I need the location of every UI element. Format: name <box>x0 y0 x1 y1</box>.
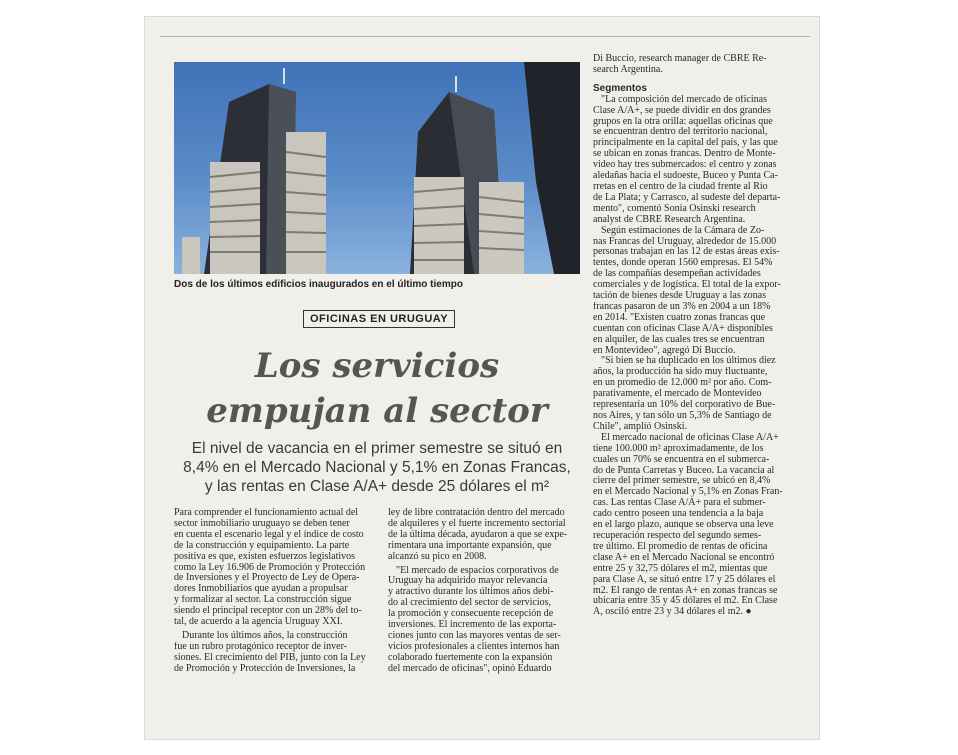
text-line: recuperación respecto del segundo semes- <box>593 530 762 541</box>
text-line: de las compañías desempeñan actividades <box>593 269 761 280</box>
text-line: siones. El crecimiento del PIB, junto con la Ley <box>174 652 366 663</box>
text-line: tiene 100.000 m² aproximadamente, de los <box>593 443 764 454</box>
text-line: como la Ley 16.906 de Promoción y Protección <box>174 562 366 573</box>
text-line: dores Inmobiliarios que ayudan a propulsar <box>174 584 348 595</box>
text-line: se encuentran dentro del territorio nacional, <box>593 127 768 138</box>
text-line: para Clase A, se situó entre 17 y 25 dólares el <box>593 574 776 585</box>
text-line: analyst de CBRE Research Argentina. <box>593 214 746 225</box>
text-line: de alquileres y el fuerte incremento sectorial <box>388 518 566 529</box>
text-line: tentes, donde operan 1560 empresas. El 54% <box>593 258 773 269</box>
text-line: francas pasaron de un 3% en 2004 a un 18% <box>593 301 771 312</box>
segment-heading: Segmentos <box>593 82 647 94</box>
article-column-3 <box>593 54 795 618</box>
text-line: "Si bien se ha duplicado en los últimos diez <box>601 356 776 367</box>
text-line: ubicaría entre 35 y 45 dólares el m2. En Clase <box>593 596 778 607</box>
text-line: en 2014. "Existen cuatro zonas francas que <box>593 312 766 323</box>
text-line: de la última década, ayudaron a que se expe- <box>388 529 568 540</box>
text-line: positiva es que, existen esfuerzos legislativos <box>174 551 356 562</box>
text-line: se ubican en zonas francas. Dentro de Monte- <box>593 149 776 160</box>
text-line: siendo el principal receptor con un 28% del to- <box>174 606 362 617</box>
text-line: ley de libre contratación dentro del mercado <box>388 508 565 518</box>
text-line: tal, de acuerdo a la agencia Uruguay XXI. <box>174 617 343 628</box>
text-line: la promoción y consecuente recepción de <box>388 609 554 620</box>
text-line: en el largo plazo, aunque se observa una leve <box>593 520 774 531</box>
text-line: vicios profesionales a clientes internos han <box>388 641 560 652</box>
text-line: Uruguay ha adquirido mayor relevancia <box>388 576 548 587</box>
text-line: del mercado de oficinas", opinó Eduardo <box>388 663 552 674</box>
text-line: personas trabajan en las 12 de estas áreas exis- <box>593 247 780 258</box>
section-tag: OFICINAS EN URUGUAY <box>303 310 455 328</box>
text-line: en alquiler, de las cuales tres se encuentran <box>593 334 765 345</box>
text-line: rretas en el centro de la ciudad frente al Río <box>593 181 768 192</box>
text-line: años, la producción ha sido muy fluctuante, <box>593 367 768 378</box>
text-line: A, osciló entre 23 y 34 dólares el m2. ● <box>593 607 752 618</box>
text-line: principalmente en la capital del país, y las que <box>593 138 778 149</box>
text-line: de la construcción y equipamiento. La parte <box>174 540 350 551</box>
text-line: search Argentina. <box>593 64 663 75</box>
text-line: Chile", amplió Osinski. <box>593 421 688 432</box>
headline-line-1: Los servicios <box>254 346 500 386</box>
text-line: inversiones. El incremento de las exporta- <box>388 620 557 631</box>
text-line: "La composición del mercado de oficinas <box>601 94 767 105</box>
text-line: do al crecimiento del sector de servicios, <box>388 598 551 609</box>
text-line: entre 25 y 32,75 dólares el m2, mientas que <box>593 563 768 574</box>
text-line: video hay tres submercados: el centro y zonas <box>593 160 777 171</box>
subhead-line: 8,4% en el Mercado Nacional y 5,1% en Zonas Francas, <box>183 459 571 476</box>
text-line: aledañas hacia el sudoeste, Buceo y Punta Ca- <box>593 171 778 182</box>
text-line: alcanzó su pico en 2008. <box>388 551 487 562</box>
text-line: fue un rubro protagónico receptor de inver- <box>174 641 348 652</box>
text-line: cuales un 70% se encuentra en el submerca- <box>593 454 770 465</box>
text-line: nas Francas del Uruguay, alrededor de 15.000 <box>593 236 777 247</box>
photo-caption: Dos de los últimos edificios inaugurados en el último tiempo <box>174 279 463 290</box>
text-line: rimentara una importante expansión, que <box>388 540 552 551</box>
subhead-line: y las rentas en Clase A/A+ desde 25 dólares el m² <box>204 478 550 495</box>
buildings-photo <box>174 62 580 274</box>
text-line: de Inversiones y el Proyecto de Ley de Opera- <box>174 573 360 584</box>
text-line: Para comprender el funcionamiento actual del <box>174 508 359 518</box>
text-line: comerciales y de logística. El total de la expor- <box>593 280 781 291</box>
article-column-1 <box>174 508 374 675</box>
text-line: sector inmobiliario uruguayo se deben tener <box>174 518 350 529</box>
text-line: Según estimaciones de la Cámara de Zo- <box>601 225 765 236</box>
text-line: tación de bienes desde Uruguay a las zonas <box>593 291 766 302</box>
text-line: m2. El rango de rentas A+ en zonas francas se <box>593 585 778 596</box>
text-line: de Promoción y Protección de Inversiones, la <box>174 663 356 674</box>
text-line: en un promedio de 12.000 m² por año. Com- <box>593 378 772 389</box>
text-line: cas. Las rentas Clase A/A+ para el submer- <box>593 498 766 509</box>
text-line: tre último. El promedio de rentas de oficina <box>593 541 768 552</box>
text-line: en el Mercado Nacional y 5,1% en Zonas Fran- <box>593 487 783 498</box>
text-line: do de Punta Carretas y Buceo. La vacancia al <box>593 465 775 476</box>
text-line: cado centro poseen una tendencia a la baja <box>593 509 764 520</box>
header-rule <box>160 36 810 37</box>
text-line: "El mercado de espacios corporativos de <box>396 565 559 576</box>
text-line: mento", comentó Sonia Osinski research <box>593 203 756 214</box>
text-line: Di Buccio, research manager de CBRE Re- <box>593 54 767 64</box>
text-line: en Montevideo", agregó Di Buccio. <box>593 345 736 356</box>
text-line: cierre del primer semestre, se ubicó en 8,4% <box>593 476 771 487</box>
text-line: de La Plata; y Carrasco, al sudeste del departa- <box>593 192 781 203</box>
text-line: Durante los últimos años, la construcción <box>182 630 348 641</box>
text-line: El mercado nacional de oficinas Clase A/A+ <box>601 432 779 443</box>
text-line: y atractivo durante los últimos años debi- <box>388 587 554 598</box>
headline-line-2: empujan al sector <box>206 391 548 431</box>
text-line: representaría un 10% del corporativo de Bue- <box>593 400 776 411</box>
text-line: clase A+ en el Mercado Nacional se encontró <box>593 552 775 563</box>
subheadline <box>174 439 580 496</box>
text-line: parativamente, el mercado de Montevideo <box>593 389 762 400</box>
subhead-line: El nivel de vacancia en el primer semestre se situó en <box>191 440 563 457</box>
text-line: y formalizar al sector. La construcción sigue <box>174 595 352 606</box>
text-line: colaborado fuertemente con la expansión <box>388 652 553 663</box>
text-line: nos Aires, y tan sólo un 5,3% de Santiago de <box>593 411 772 421</box>
text-line: en cuenta el escenario legal y el índice de costo <box>174 529 364 540</box>
text-line: cuentan con oficinas Clase A/A+ disponibles <box>593 323 773 334</box>
text-line: Clase A/A+, se puede dividir en dos grandes <box>593 105 771 116</box>
article-column-2 <box>388 508 582 675</box>
text-line: ciones junto con las mayores ventas de ser- <box>388 630 561 641</box>
text-line: grupos en la otra orilla: aquellas oficinas que <box>593 116 773 127</box>
